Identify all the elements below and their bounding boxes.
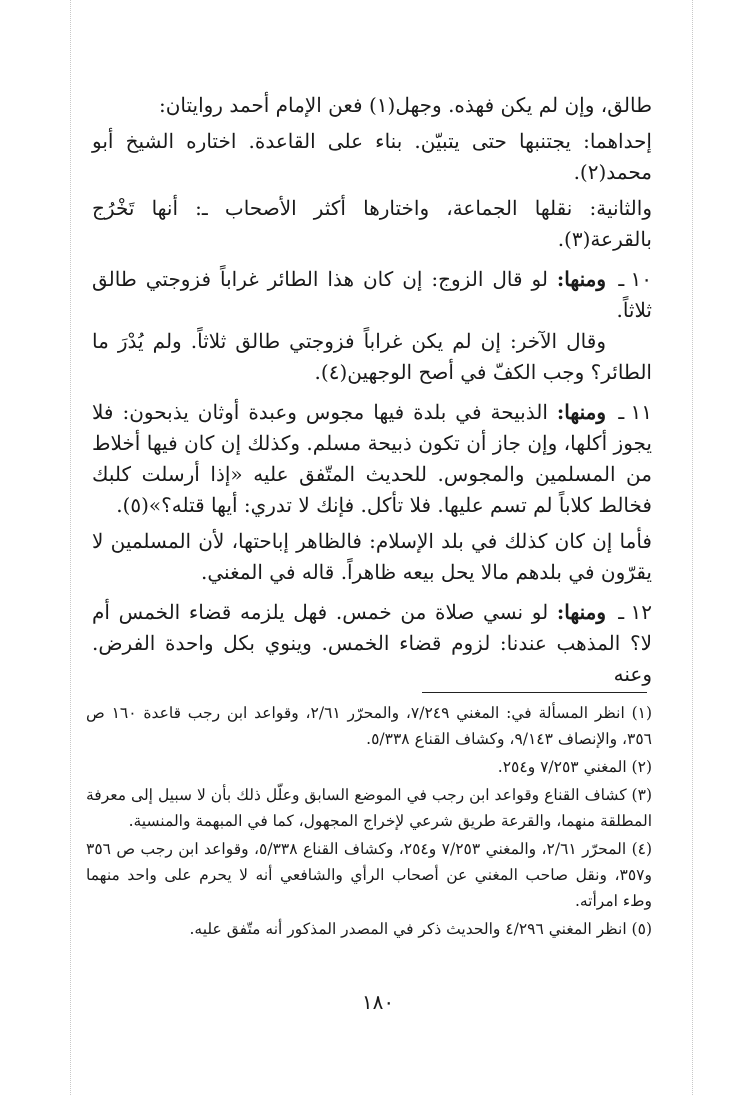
item-text: لو قال الزوج: إن كان هذا الطائر غراباً فزوجتي طالق ثلاثاً.	[92, 267, 652, 322]
item-number: ١٢ ـ	[618, 600, 652, 624]
item-lead: ومنها:	[556, 267, 607, 291]
numbered-item-12	[92, 597, 652, 690]
footnotes	[86, 700, 652, 944]
paragraph: طالق، وإن لم يكن فهذه. وجهل(١) فعن الإمام أحمد روايتان:	[158, 93, 652, 117]
item-text: وقال الآخر: إن لم يكن غراباً فزوجتي طالق ثلاثاً. ولم يُدْرَ ما الطائر؟ وجب الكفّ في أصح الوجهين(٤).	[92, 329, 652, 384]
paragraph: فأما إن كان كذلك في بلد الإسلام: فالظاهر إباحتها، لأن المسلمين لا يقرّون في بلدهم مالا يحل بيعه ظاهراً. قاله في المغني.	[92, 529, 652, 584]
item-lead: ومنها:	[556, 400, 607, 424]
footnote: (٤) المحرّر ٢/٦١، والمغني ٧/٢٥٣ و٢٥٤، وكشاف القناع ٥/٣٣٨، وقواعد ابن رجب ص ٣٥٦ و٣٥٧، ونقل صاحب المغني عن أصحاب الرأي والشافعي أنه لا يحرم على واحد منهما وطء امرأته.	[86, 840, 653, 910]
paragraph: والثانية: نقلها الجماعة، واختارها أكثر الأصحاب ـ: أنها تَخْرُج بالقرعة(٣).	[92, 196, 652, 251]
page-number: ١٨٠	[361, 990, 395, 1014]
main-text	[92, 90, 652, 699]
scan-guide-line	[70, 0, 71, 1095]
item-text: لو نسي صلاة من خمس. فهل يلزمه قضاء الخمس أم لا؟ المذهب عندنا: لزوم قضاء الخمس. وينوي بكل واحدة الفرض. وعنه	[92, 600, 652, 686]
numbered-item-11	[92, 397, 652, 521]
scan-guide-line	[692, 0, 693, 1095]
footnote: (٢) المغني ٧/٢٥٣ و٢٥٤.	[497, 758, 652, 776]
numbered-item-10	[92, 264, 652, 388]
item-number: ١٠ ـ	[618, 267, 653, 291]
item-lead: ومنها:	[556, 600, 606, 624]
footnote: (٥) انظر المغني ٤/٢٩٦ والحديث ذكر في المصدر المذكور أنه متّفق عليه.	[189, 920, 652, 938]
footnote-separator	[422, 692, 647, 693]
footnote: (٣) كشاف القناع وقواعد ابن رجب في الموضع السابق وعلّل ذلك بأن لا سبيل إلى معرفة المطلقة منهما، والقرعة طريق شرعي لإخراج المجهول، كما في المبهمة والمنسية.	[86, 786, 652, 830]
item-text: الذبيحة في بلدة فيها مجوس وعبدة أوثان يذبحون: فلا يجوز أكلها، وإن جاز أن تكون ذبيحة مسلم. وكذلك إن كان فيها أخلاط من المسلمين والمجوس. للحديث المتّفق عليه «إذا أرسلت كلبك فخالط كلاباً لم تسم عليها. فلا تأكل. فإنك لا تدري: أيها قتله؟»(٥).	[92, 400, 652, 517]
footnote: (١) انظر المسألة في: المغني ٧/٢٤٩، والمحرّر ٢/٦١، وقواعد ابن رجب قاعدة ١٦٠ ص ٣٥٦، والإنصاف ٩/١٤٣، وكشاف القناع ٥/٣٣٨.	[86, 704, 653, 748]
item-number: ١١ ـ	[618, 400, 653, 424]
paragraph: إحداهما: يجتنبها حتى يتبيّن. بناء على القاعدة. اختاره الشيخ أبو محمد(٢).	[92, 129, 652, 184]
